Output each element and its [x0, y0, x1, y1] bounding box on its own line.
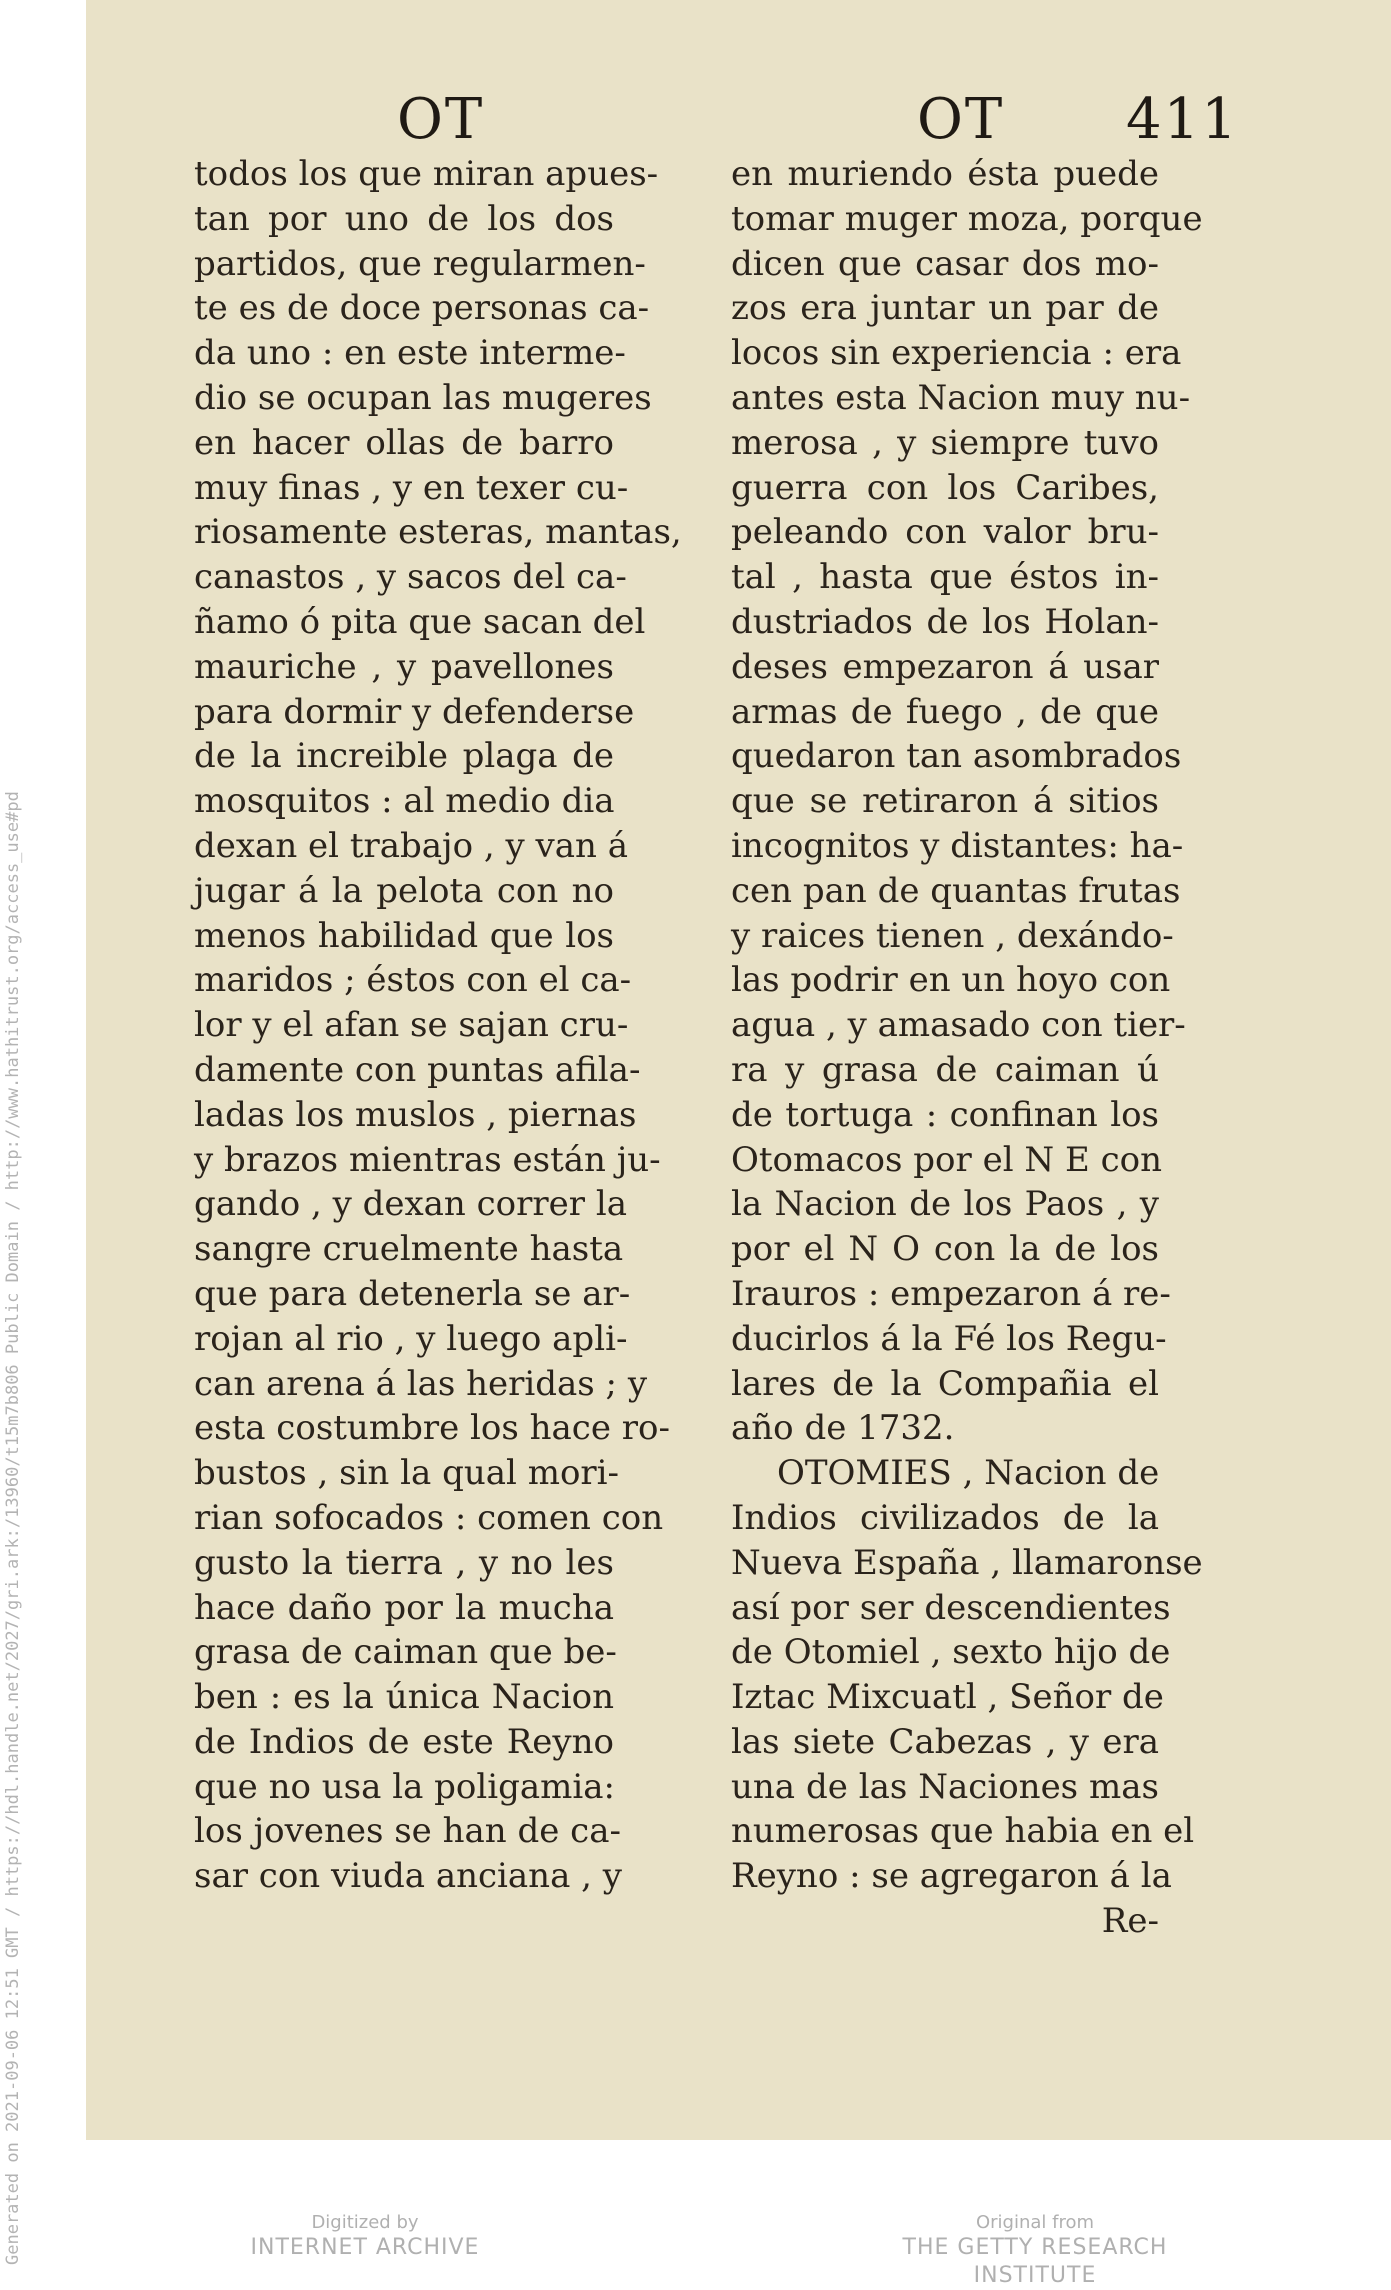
text-line: Reyno : se agregaron á la	[731, 1856, 1172, 1897]
text-line: guerra con los Caribes,	[731, 467, 1159, 508]
text-line: los jovenes se han de ca-	[194, 1811, 621, 1852]
right-text-column	[731, 152, 1203, 1944]
text-line: ñamo ó pita que sacan del	[194, 601, 646, 642]
text-line: Indios civilizados de la	[731, 1497, 1159, 1538]
text-line: tal , hasta que éstos in-	[731, 557, 1159, 598]
text-line: Nueva España , llamaronse	[731, 1542, 1203, 1583]
text-line: que para detenerla se ar-	[194, 1273, 631, 1314]
text-line: dexan el trabajo , y van á	[194, 825, 628, 866]
internet-archive-label: INTERNET ARCHIVE	[250, 2235, 480, 2260]
text-line: ra y grasa de caiman ú	[731, 1049, 1159, 1090]
original-from-credit	[845, 2212, 1225, 2290]
text-line: jugar á la pelota con no	[194, 870, 614, 911]
scanned-book-page	[86, 0, 1391, 2140]
text-line: las podrir en un hoyo con	[731, 960, 1171, 1001]
digitized-by-credit	[200, 2212, 530, 2262]
text-line: ben : es la única Nacion	[194, 1677, 614, 1718]
text-line: tan por uno de los dos	[194, 198, 614, 239]
text-line: sangre cruelmente hasta	[194, 1229, 624, 1270]
text-line: locos sin experiencia : era	[731, 333, 1182, 374]
text-line: de Otomiel , sexto hijo de	[731, 1632, 1171, 1673]
text-line: bustos , sin la qual mori-	[194, 1453, 620, 1494]
text-line: maridos ; éstos con el ca-	[194, 960, 632, 1001]
digitized-by-label: Digitized by	[311, 2212, 419, 2233]
text-line: menos habilidad que los	[194, 915, 614, 956]
text-line: merosa , y siempre tuvo	[731, 422, 1159, 463]
generation-notice: Generated on 2021-09-06 12:51 GMT / https://hdl.handle.net/2027/gri.ark:/13960/t15m7b806 Public Domain / http://www.hathitrust.org/access_use#pd	[3, 791, 23, 2265]
left-text-column	[194, 152, 682, 1899]
text-line: todos los que miran apues-	[194, 154, 659, 194]
text-line: en hacer ollas de barro	[194, 422, 614, 463]
text-line: de la increible plaga de	[194, 736, 614, 777]
text-line: riosamente esteras, mantas,	[194, 512, 682, 553]
text-line: la Nacion de los Paos , y	[731, 1184, 1159, 1225]
text-line: gusto la tierra , y no les	[194, 1542, 614, 1583]
text-line: sar con viuda anciana , y	[194, 1856, 622, 1897]
text-line: lor y el afan se sajan cru-	[194, 1005, 629, 1046]
text-line: gando , y dexan correr la	[194, 1184, 627, 1225]
text-line: ladas los muslos , piernas	[194, 1094, 637, 1135]
text-line: por el N O con la de los	[731, 1229, 1159, 1270]
text-line: rian sofocados : comen con	[194, 1497, 664, 1538]
text-line: dustriados de los Holan-	[731, 601, 1159, 642]
text-line: grasa de caiman que be-	[194, 1632, 617, 1673]
text-line: armas de fuego , de que	[731, 691, 1159, 732]
text-line: Irauros : empezaron á re-	[731, 1273, 1171, 1314]
text-line: dio se ocupan las mugeres	[194, 377, 652, 418]
text-line: que no usa la poligamia:	[194, 1766, 615, 1807]
text-line: partidos, que regularmen-	[194, 243, 646, 284]
text-line: damente con puntas afila-	[194, 1049, 641, 1090]
text-line: en muriendo ésta puede	[731, 154, 1159, 194]
text-line: y raices tienen , dexándo-	[731, 915, 1174, 956]
text-line: muy finas , y en texer cu-	[194, 467, 629, 508]
getty-research-institute-label: THE GETTY RESEARCH INSTITUTE	[902, 2235, 1168, 2288]
text-line: agua , y amasado con tier-	[731, 1005, 1186, 1046]
text-line: lares de la Compañia el	[731, 1363, 1159, 1404]
text-line: y brazos mientras están ju-	[194, 1139, 661, 1180]
text-line: dicen que casar dos mo-	[731, 243, 1159, 284]
text-line: así por ser descendientes	[731, 1587, 1171, 1628]
page-number: 411	[1126, 87, 1239, 152]
original-from-label: Original from	[975, 2212, 1095, 2233]
text-line: de tortuga : confinan los	[731, 1094, 1159, 1135]
text-line: una de las Naciones mas	[731, 1766, 1159, 1807]
text-line: que se retiraron á sitios	[731, 781, 1159, 822]
text-line: canastos , y sacos del ca-	[194, 557, 627, 598]
hathitrust-sidebar	[0, 0, 86, 2271]
text-line: las siete Cabezas , y era	[731, 1721, 1159, 1762]
text-line: quedaron tan asombrados	[731, 736, 1182, 777]
left-running-head: OT	[397, 87, 485, 152]
text-line: incognitos y distantes: ha-	[731, 825, 1184, 866]
text-line: mauriche , y pavellones	[194, 646, 614, 687]
text-line: OTOMIES , Nacion de	[777, 1453, 1160, 1494]
text-line: Re-	[1101, 1901, 1159, 1942]
text-line: hace daño por la mucha	[194, 1587, 614, 1628]
text-line: peleando con valor bru-	[731, 512, 1159, 553]
text-line: te es de doce personas ca-	[194, 288, 650, 329]
text-line: de Indios de este Reyno	[194, 1721, 614, 1762]
text-line: tomar muger moza, porque	[731, 198, 1203, 239]
text-line: can arena á las heridas ; y	[194, 1363, 648, 1404]
text-line: esta costumbre los hace ro-	[194, 1408, 670, 1449]
text-line: deses empezaron á usar	[731, 646, 1159, 687]
text-line: numerosas que habia en el	[731, 1811, 1195, 1852]
text-line: ducirlos á la Fé los Regu-	[731, 1318, 1167, 1359]
text-line: zos era juntar un par de	[731, 288, 1159, 329]
text-line: cen pan de quantas frutas	[731, 870, 1181, 911]
text-line: año de 1732.	[731, 1408, 955, 1449]
right-running-head: OT	[917, 87, 1005, 152]
text-line: para dormir y defenderse	[194, 691, 635, 732]
text-line: Iztac Mixcuatl , Señor de	[731, 1677, 1164, 1718]
text-line: rojan al rio , y luego apli-	[194, 1318, 628, 1359]
text-line: antes esta Nacion muy nu-	[731, 377, 1191, 418]
text-line: mosquitos : al medio dia	[194, 781, 615, 822]
text-line: Otomacos por el N E con	[731, 1139, 1162, 1180]
text-line: da uno : en este interme-	[194, 333, 626, 374]
